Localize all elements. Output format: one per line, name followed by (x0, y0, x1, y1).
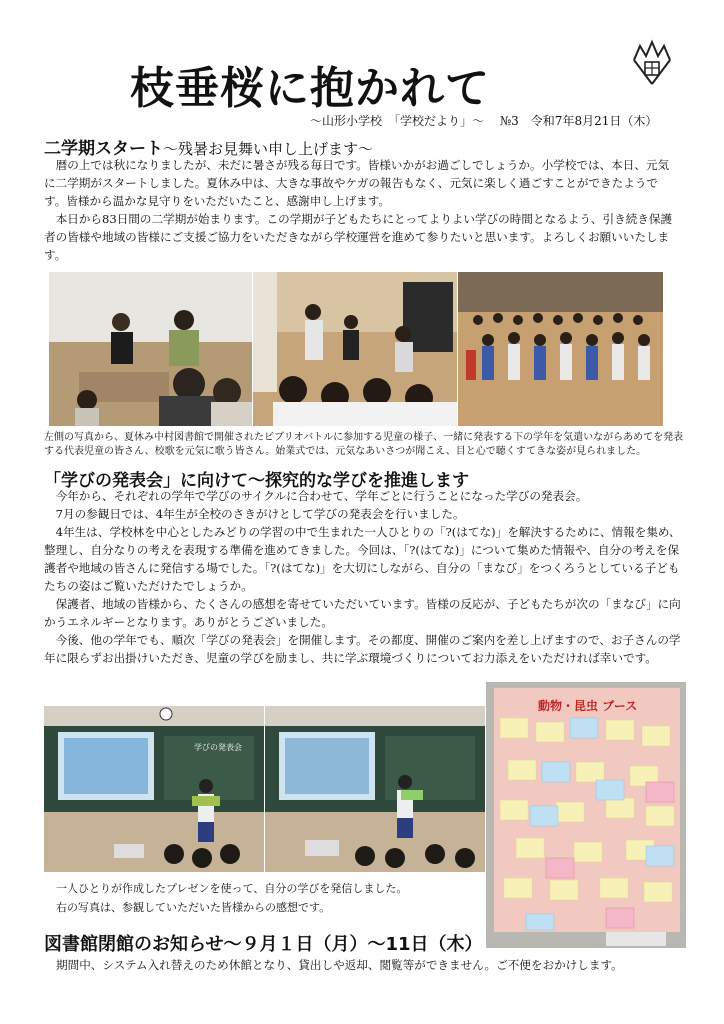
board-sign: 動物・昆虫 ブース (538, 699, 638, 713)
school-emblem-icon (630, 38, 674, 86)
paragraph: 暦の上では秋になりましたが、未だに暑さが残る毎日です。皆様いかがお過ごしでしょうか。小学校では、本日、元気に二学期がスタートしました。夏休み中は、大きな事故やケガの報告もなく、元気に楽しく過ごすことができたようです。皆様から温かな見守りをいただいたこと、感謝申し上げます。 (44, 158, 670, 208)
caption-line: 右の写真は、参観していただいた皆様からの感想です。 (56, 901, 331, 914)
section3-text: 期間中、システム入れ替えのため休館となり、貸出しや返却、閲覧等ができません。ご不便をおかけします。 (56, 958, 623, 972)
issue-line: ～山形小学校 「学校だより」～ №3 令和7年8月21日（木） (310, 114, 658, 128)
photo-opening-ceremony-speech (253, 272, 457, 426)
section2-body (44, 487, 684, 667)
paragraph: 今後、他の学年でも、順次「学びの発表会」を開催します。その都度、開催のご案内を差し上げますので、お子さんの学年に限らずお出掛けいただき、児童の学びを励まし、共に学ぶ環境づくりについてお力添えをいただければ幸いです。 (44, 633, 681, 665)
section1-photo-caption: 左側の写真から、夏休み中村図書館で開催されたビブリオバトルに参加する児童の様子、一緒に発表する下の学年を気遣いながらあめてを発表する代表児童の皆さん、校歌を元気に歌う皆さん。始業式では、元気なあいさつが聞こえ、目と心で聴くすてきな姿が見られました。 (44, 432, 684, 457)
caption-line: 一人ひとりが作成したプレゼンを使って、自分の学びを発信しました。 (56, 882, 408, 895)
section2-photo-captions (56, 879, 476, 917)
paragraph: 保護者、地域の皆様から、たくさんの感想を寄せていただいています。皆様の反応が、子どもたちが次の「まなび」に向かうエネルギーとなります。ありがとうございました。 (44, 597, 681, 629)
photo-school-song (458, 272, 663, 426)
photo-feedback-board (486, 682, 686, 948)
newsletter-title: 枝垂桜に抱かれて (130, 63, 490, 114)
section1-subtitle: ～残暑お見舞い申し上げます～ (163, 140, 374, 158)
paragraph: 今年から、それぞれの学年で学びのサイクルに合わせて、学年ごとに行うことになった学びの発表会。 (55, 489, 588, 503)
photo-presentation-right (265, 706, 485, 872)
section2-heading: 「学びの発表会」に向けて～探究的な学びを推進します (44, 471, 469, 491)
section3-heading: 図書館閉館のお知らせ～９月１日（月）～11日（木） (44, 934, 483, 955)
section1-title: 二学期スタート (44, 139, 163, 159)
section1-body (44, 156, 680, 264)
paragraph: 4年生は、学校林を中心としたみどりの学習の中で生まれた一人ひとりの「?(はてな)」を解決するために、情報を集め、整理し、自分なりの考えを表現する準備を進めてきました。今回は、「?(はてな)」について集めた情報や、自分の考えを保護者や地域の皆さんに発信する場でした。「?(はてな)」を大切にしながら、自分の「まなび」をつくろうとしている子どもたちの姿はご覧いただけたでしょうか。 (44, 525, 681, 593)
paragraph: 本日から83日間の二学期が始まります。この学期が子どもたちにとってよりよい学びの時間となるよう、引き続き保護者の皆様や地域の皆様にご支援ご協力をいただきながら学校運営を進めて参りたいと思います。よろしくお願いいたします。 (44, 212, 673, 262)
photo-presentation-left (44, 706, 264, 872)
slide-title: 学びの発表会 (194, 743, 242, 752)
paragraph: 7月の参観日では、4年生が全校のさきがけとして学びの発表会を行いました。 (55, 507, 465, 521)
photo-biblio-battle (49, 272, 252, 426)
